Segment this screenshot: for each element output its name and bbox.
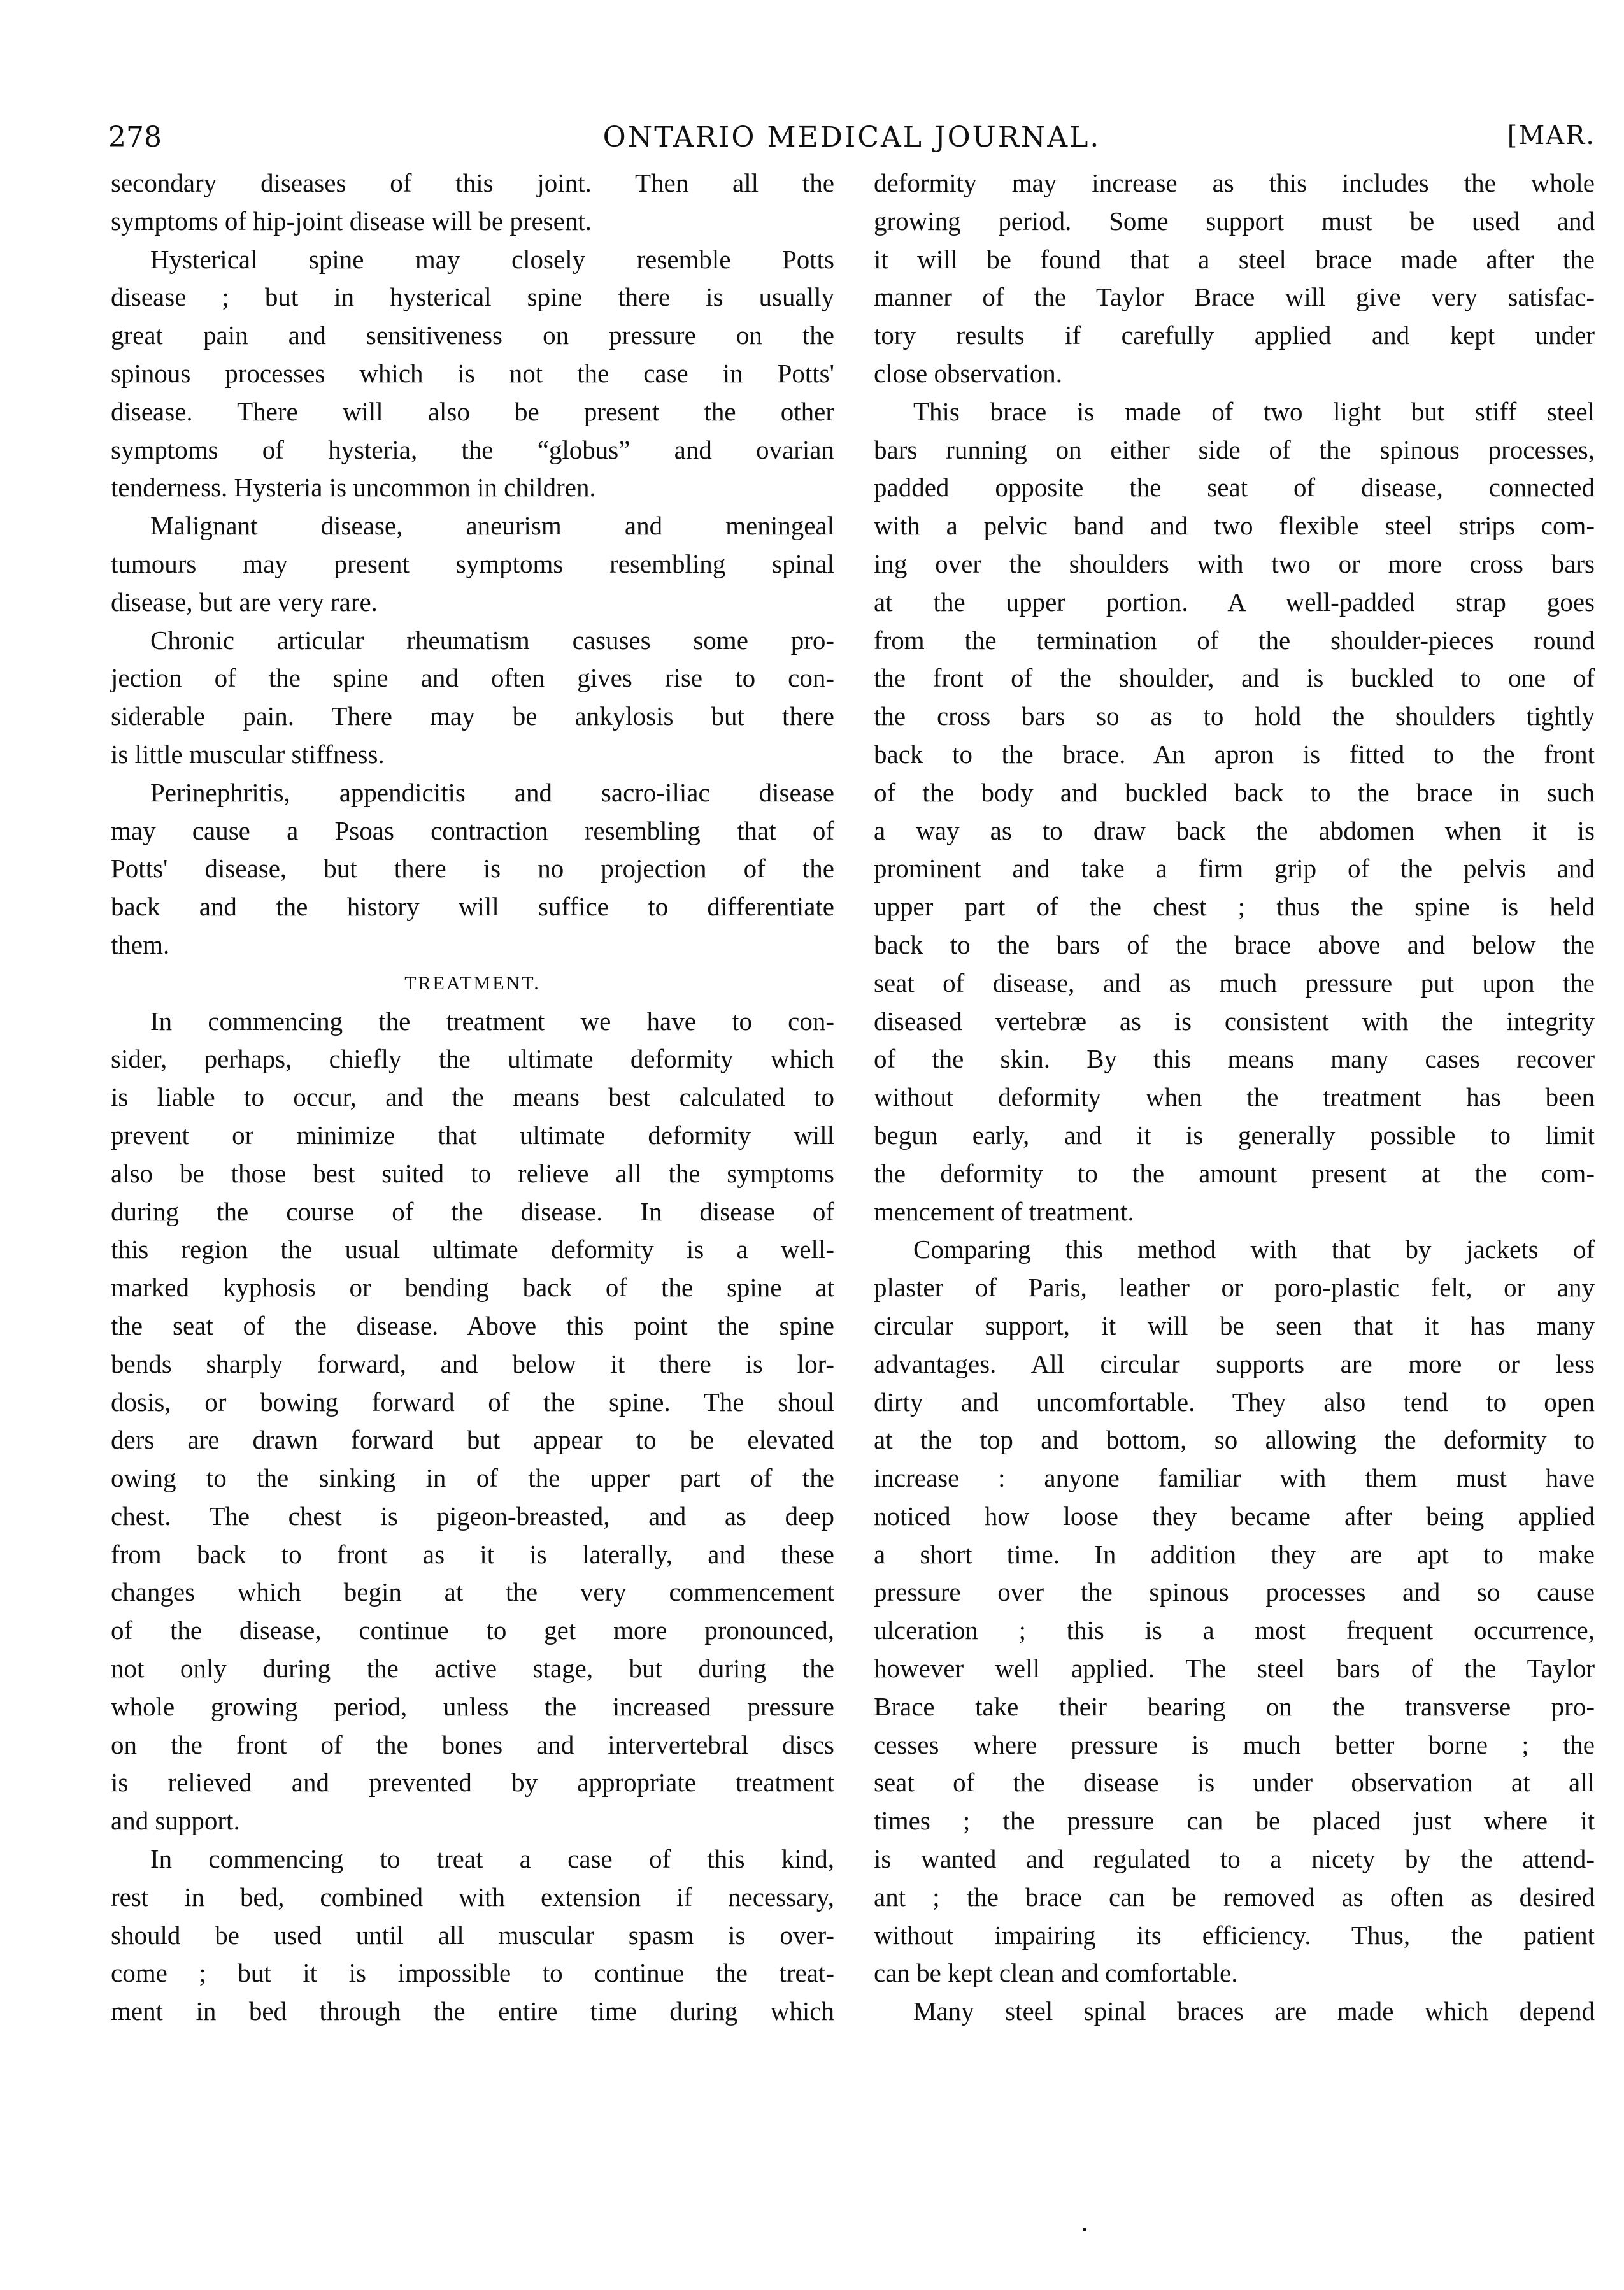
text-line: ing over the shoulders with two or more cross bars — [874, 548, 1595, 578]
text-line: diseased vertebræ as is consistent with the integrity — [874, 1006, 1595, 1036]
journal-title: ONTARIO MEDICAL JOURNAL. — [602, 121, 1101, 154]
text-line: advantages. All circular supports are more or less — [874, 1349, 1595, 1378]
text-line: seat of the disease is under observation at all — [874, 1768, 1595, 1798]
text-line: it will be found that a steel brace made after the — [874, 244, 1595, 274]
text-line: them. — [111, 929, 170, 959]
text-line: This brace is made of two light but stiff steel — [913, 396, 1595, 426]
text-line: from the termination of the shoulder-pieces round — [874, 625, 1595, 655]
text-line: sider, perhaps, chiefly the ultimate deformity which — [111, 1044, 834, 1074]
text-line: back to the bars of the brace above and below the — [874, 929, 1595, 959]
text-line: Hysterical spine may closely resemble Potts — [150, 244, 834, 274]
text-line: however well applied. The steel bars of the Taylor — [874, 1654, 1595, 1684]
text-line: of the skin. By this means many cases recover — [874, 1044, 1595, 1074]
text-line: Brace take their bearing on the transverse pro- — [874, 1691, 1595, 1721]
text-line: cesses where pressure is much better borne ; the — [874, 1729, 1595, 1759]
text-line: increase : anyone familiar with them must have — [874, 1463, 1595, 1493]
text-line: jection of the spine and often gives rise to con- — [111, 663, 834, 693]
text-line: symptoms of hysteria, the “globus” and ovarian — [111, 434, 834, 464]
text-line: may cause a Psoas contraction resembling that of — [111, 815, 834, 845]
text-line: on the front of the bones and intervertebral discs — [111, 1729, 834, 1759]
text-line: begun early, and it is generally possible to limit — [874, 1120, 1595, 1150]
text-line: tumours may present symptoms resembling spinal — [111, 548, 834, 578]
text-line: a way as to draw back the abdomen when it is — [874, 815, 1595, 845]
text-line: Comparing this method with that by jackets of — [913, 1234, 1595, 1264]
text-line: and support. — [111, 1806, 240, 1836]
text-line: the front of the shoulder, and is buckled to one of — [874, 663, 1595, 693]
text-line: the cross bars so as to hold the shoulders tightly — [874, 701, 1595, 731]
text-line: Perinephritis, appendicitis and sacro-iliac disease — [150, 777, 834, 807]
text-line: disease. There will also be present the other — [111, 396, 834, 426]
text-line: noticed how loose they became after being applied — [874, 1501, 1595, 1531]
text-line: with a pelvic band and two flexible steel strips com- — [874, 511, 1595, 541]
text-line: whole growing period, unless the increased pressure — [111, 1691, 834, 1721]
text-line: can be kept clean and comfortable. — [874, 1958, 1238, 1988]
text-line: of the disease, continue to get more pronounced, — [111, 1615, 834, 1645]
text-line: dirty and uncomfortable. They also tend to open — [874, 1387, 1595, 1417]
text-line: padded opposite the seat of disease, connected — [874, 473, 1595, 503]
text-line: without deformity when the treatment has been — [874, 1082, 1595, 1112]
text-line: changes which begin at the very commencement — [111, 1577, 834, 1607]
text-line: is relieved and prevented by appropriate treatment — [111, 1768, 834, 1798]
text-line: mencement of treatment. — [874, 1196, 1134, 1226]
text-line: bars running on either side of the spinous processes, — [874, 434, 1595, 464]
text-line: Potts' disease, but there is no projection of the — [111, 854, 834, 884]
left-column — [111, 164, 834, 2031]
text-line: at the upper portion. A well-padded strap goes — [874, 587, 1595, 617]
text-line: In commencing the treatment we have to con- — [150, 1006, 834, 1036]
text-line: come ; but it is impossible to continue the treat- — [111, 1958, 834, 1988]
text-line: owing to the sinking in of the upper part of the — [111, 1463, 834, 1493]
text-line: deformity may increase as this includes the whole — [874, 168, 1595, 197]
text-line: plaster of Paris, leather or poro-plastic felt, or any — [874, 1273, 1595, 1303]
text-line: without impairing its efficiency. Thus, the patient — [874, 1920, 1595, 1950]
text-line: times ; the pressure can be placed just where it — [874, 1806, 1595, 1836]
issue-month: [MAR. — [1507, 121, 1595, 150]
running-header — [108, 121, 1595, 166]
text-line: disease, but are very rare. — [111, 587, 378, 617]
text-line: ders are drawn forward but appear to be elevated — [111, 1425, 834, 1455]
text-line: from back to front as it is laterally, and these — [111, 1539, 834, 1569]
text-line: symptoms of hip-joint disease will be present. — [111, 206, 592, 236]
section-heading: TREATMENT. — [404, 972, 541, 994]
page-number: 278 — [108, 121, 162, 154]
print-speck — [1083, 2228, 1086, 2231]
text-line: great pain and sensitiveness on pressure on the — [111, 320, 834, 350]
text-line: Many steel spinal braces are made which depend — [913, 1996, 1595, 2026]
text-line: ment in bed through the entire time during which — [111, 1996, 834, 2026]
text-line: of the body and buckled back to the brace in such — [874, 777, 1595, 807]
text-line: siderable pain. There may be ankylosis but there — [111, 701, 834, 731]
text-line: is little muscular stiffness. — [111, 739, 385, 769]
text-line: this region the usual ultimate deformity is a well- — [111, 1234, 834, 1264]
text-line: growing period. Some support must be used and — [874, 206, 1595, 236]
text-line: ant ; the brace can be removed as often as desired — [874, 1882, 1595, 1912]
text-line: spinous processes which is not the case in Potts' — [111, 358, 834, 388]
text-line: is liable to occur, and the means best calculated to — [111, 1082, 834, 1112]
text-line: rest in bed, combined with extension if necessary, — [111, 1882, 834, 1912]
text-line: secondary diseases of this joint. Then all the — [111, 168, 834, 197]
text-line: not only during the active stage, but during the — [111, 1654, 834, 1684]
text-line: during the course of the disease. In disease of — [111, 1196, 834, 1226]
text-line: Malignant disease, aneurism and meningeal — [150, 511, 834, 541]
text-line: Chronic articular rheumatism casuses some pro- — [150, 625, 834, 655]
text-line: upper part of the chest ; thus the spine is held — [874, 892, 1595, 922]
text-line: prevent or minimize that ultimate deformity will — [111, 1120, 834, 1150]
text-line: should be used until all muscular spasm is over- — [111, 1920, 834, 1950]
text-line: disease ; but in hysterical spine there is usually — [111, 282, 834, 312]
text-line: close observation. — [874, 358, 1063, 388]
text-line: dosis, or bowing forward of the spine. The shoul — [111, 1387, 834, 1417]
text-line: prominent and take a firm grip of the pelvis and — [874, 854, 1595, 884]
text-line: tory results if carefully applied and kept under — [874, 320, 1595, 350]
text-line: the seat of the disease. Above this point the spine — [111, 1310, 834, 1340]
text-line: marked kyphosis or bending back of the spine at — [111, 1273, 834, 1303]
right-column — [874, 164, 1595, 2031]
text-line: chest. The chest is pigeon-breasted, and as deep — [111, 1501, 834, 1531]
text-line: tenderness. Hysteria is uncommon in children. — [111, 473, 596, 503]
text-line: circular support, it will be seen that it has many — [874, 1310, 1595, 1340]
text-line: In commencing to treat a case of this kind, — [150, 1844, 834, 1874]
text-line: also be those best suited to relieve all the symptoms — [111, 1158, 834, 1188]
text-line: at the top and bottom, so allowing the deformity to — [874, 1425, 1595, 1455]
text-line: seat of disease, and as much pressure put upon the — [874, 968, 1595, 998]
text-line: manner of the Taylor Brace will give very satisfac- — [874, 282, 1595, 312]
text-line: a short time. In addition they are apt to make — [874, 1539, 1595, 1569]
text-line: ulceration ; this is a most frequent occurrence, — [874, 1615, 1595, 1645]
text-line: is wanted and regulated to a nicety by the attend- — [874, 1844, 1595, 1874]
text-line: pressure over the spinous processes and so cause — [874, 1577, 1595, 1607]
text-line: the deformity to the amount present at the com- — [874, 1158, 1595, 1188]
text-line: back to the brace. An apron is fitted to the front — [874, 739, 1595, 769]
text-line: bends sharply forward, and below it there is lor- — [111, 1349, 834, 1378]
text-line: back and the history will suffice to differentiate — [111, 892, 834, 922]
